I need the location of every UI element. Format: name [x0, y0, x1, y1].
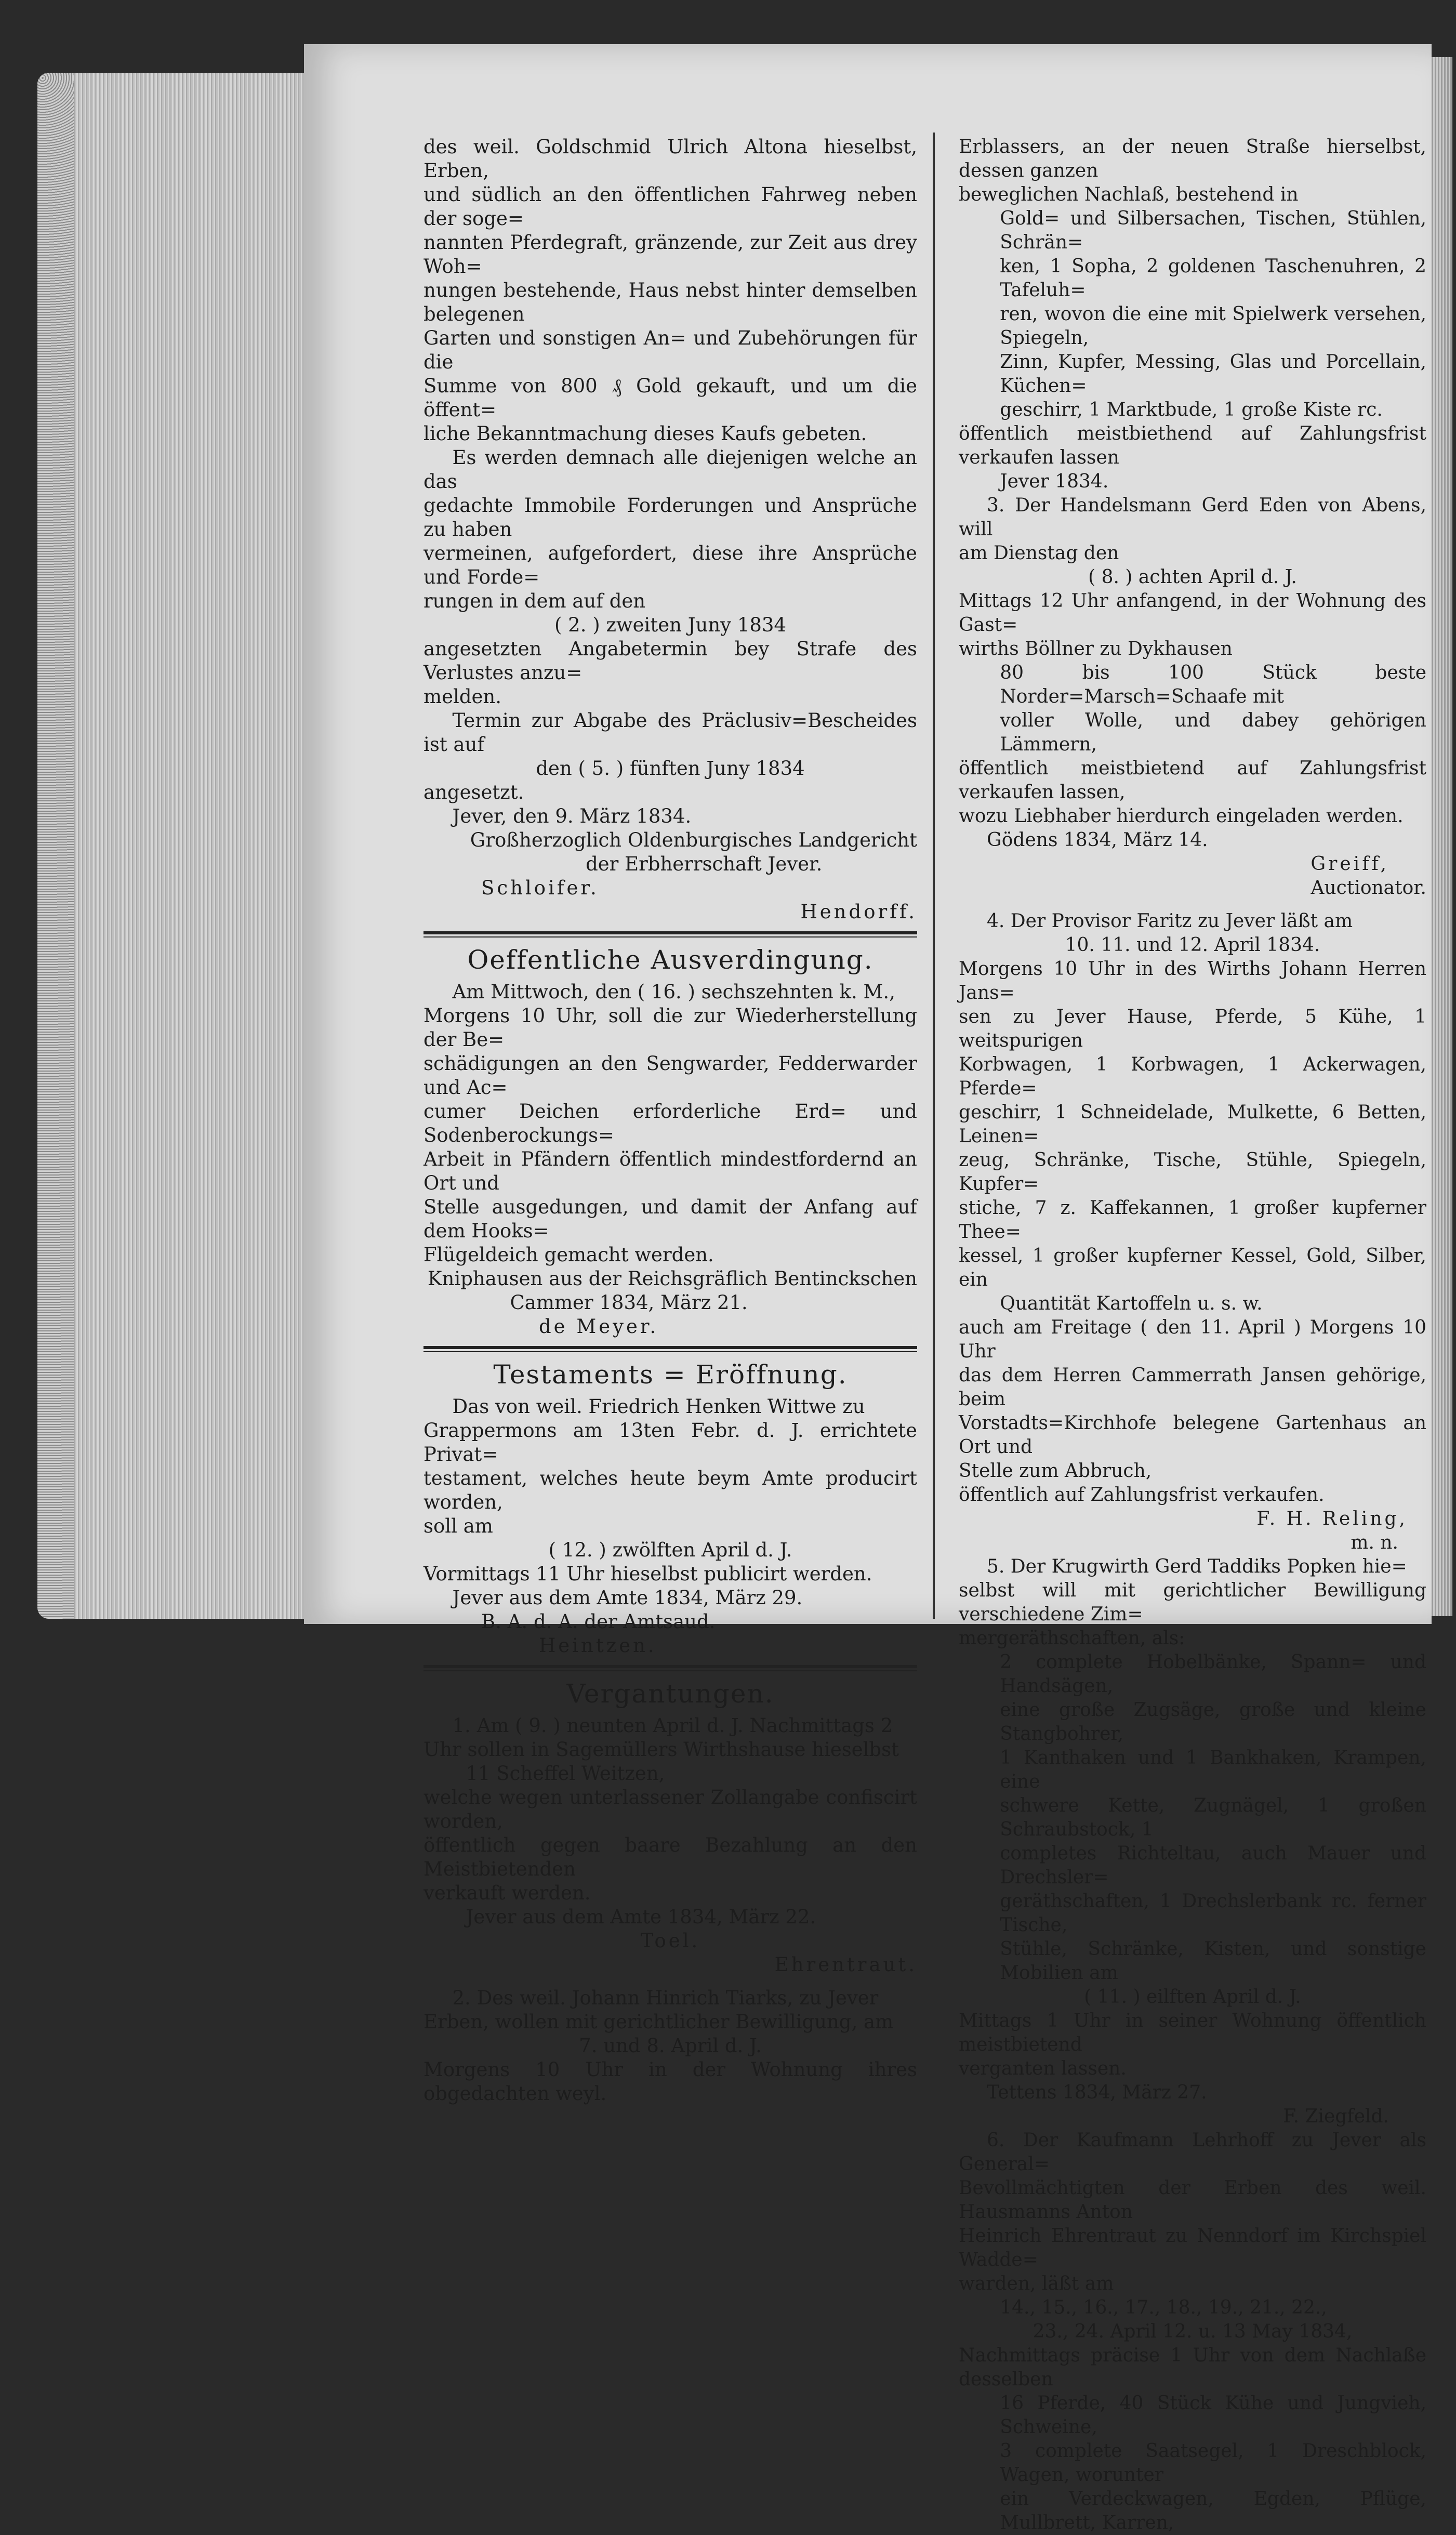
text-line: Quantität Kartoffeln u. s. w. [1000, 1293, 1263, 1314]
date-line: ( 12. ) zwölften April d. J. [548, 1539, 792, 1561]
section-rule [423, 1346, 917, 1352]
book-right-edge [1432, 57, 1452, 1616]
place-date: Jever aus dem Amte 1834, März 22. [466, 1906, 816, 1928]
text-line: stiche, 7 z. Kaffekannen, 1 großer kupferner Thee= [959, 1197, 1426, 1243]
date-line: 7. und 8. April d. J. [579, 2035, 762, 2057]
text-line: Uhr sollen in Sagemüllers Wirthshause hieselbst [423, 1738, 899, 1761]
text-line: Erblassers, an der neuen Straße hierselbst, dessen ganzen [959, 136, 1426, 181]
text-line: beweglichen Nachlaß, bestehend in [959, 184, 1299, 205]
text-line: wirths Böllner zu Dykhausen [959, 638, 1233, 659]
goods-line: eine große Zugsäge, große und kleine Stangbohrer, [1000, 1699, 1426, 1745]
text-line: verganten lassen. [959, 2058, 1127, 2079]
text-line: 1. Am ( 9. ) neunten April d. J. Nachmittags 2 [452, 1714, 893, 1737]
spacer [423, 1977, 917, 1986]
text-line: melden. [423, 685, 501, 708]
signature-role: Auctionator. [1311, 877, 1426, 899]
text-line: selbst will mit gerichtlicher Bewilligung verschiedene Zim= [959, 1580, 1426, 1625]
text-line: gedachte Immobile Forderungen und Ansprüche zu haben [423, 494, 917, 540]
text-line: soll am [423, 1515, 493, 1537]
date-line: 10. 11. und 12. April 1834. [1065, 934, 1320, 956]
text-line: 6. Der Kaufmann Lehrhoff zu Jever als General= [959, 2130, 1426, 2175]
text-line: nungen bestehende, Haus nebst hinter demselben belegenen [423, 279, 917, 325]
goods-line: 2 complete Hobelbänke, Spann= und Handsägen, [1000, 1652, 1426, 1697]
date-line: 14., 15., 16., 17., 18., 19., 21., 22., [1000, 2297, 1327, 2318]
text-line: Es werden demnach alle diejenigen welche an das [423, 446, 917, 493]
text-line: warden, läßt am [959, 2273, 1114, 2294]
spacer [959, 900, 1426, 909]
text-line: 3. Der Handelsmann Gerd Eden von Abens, will [959, 495, 1426, 540]
text-line: Das von weil. Friedrich Henken Wittwe zu [452, 1395, 865, 1418]
text-line: 4. Der Provisor Faritz zu Jever läßt am [987, 910, 1353, 932]
text-line: Morgens 10 Uhr in der Wohnung ihres obgedachten weyl. [423, 2058, 917, 2105]
signature-role: m. n. [1351, 1532, 1398, 1553]
text-line: Flügeldeich gemacht werden. [423, 1244, 714, 1266]
place-date: Jever, den 9. März 1834. [452, 805, 692, 827]
text-line: testament, welches heute beym Amte producirt worden, [423, 1467, 917, 1513]
text-line: Summe von 800 ₰ Gold gekauft, und um die öffent= [423, 375, 917, 421]
text-line: 2. Des weil. Johann Hinrich Tiarks, zu Jever [452, 1987, 879, 2009]
text-line: Morgens 10 Uhr in des Wirths Johann Herren Jans= [959, 958, 1426, 1004]
text-line: 5. Der Krugwirth Gerd Taddiks Popken hie= [987, 1556, 1407, 1577]
text-line: vermeinen, aufgefordert, diese ihre Ansprüche und Forde= [423, 542, 917, 588]
text-line: Grappermons am 13ten Febr. d. J. errichtete Privat= [423, 1419, 917, 1465]
place-date: Kniphausen aus der Reichsgräflich Bentinckschen [427, 1268, 917, 1290]
book-page-edges [37, 73, 308, 1619]
text-line: schädigungen an den Sengwarder, Fedderwarder und Ac= [423, 1052, 917, 1099]
text-line: welche wegen unterlassener Zollangabe confiscirt worden, [423, 1786, 917, 1832]
text-line: liche Bekanntmachung dieses Kaufs gebeten. [423, 422, 867, 445]
goods-line: geschirr, 1 Marktbude, 1 große Kiste rc. [1000, 399, 1383, 420]
goods-line: Gold= und Silbersachen, Tischen, Stühlen, Schrän= [1000, 208, 1426, 253]
goods-line: 3 complete Saatsegel, 1 Dreschblock, Wagen, worunter [1000, 2440, 1426, 2486]
place-date: Jever 1834. [1000, 471, 1109, 492]
court-name: der Erbherrschaft Jever. [586, 853, 823, 875]
signature: Hendorff. [800, 901, 917, 923]
goods-line: geräthschaften, 1 Drechslerbank rc. ferner Tische, [1000, 1891, 1426, 1936]
text-line: geschirr, 1 Schneidelade, Mulkette, 6 Betten, Leinen= [959, 1102, 1426, 1147]
text-line: rungen in dem auf den [423, 590, 646, 612]
right-column [959, 135, 1426, 2535]
goods-line: Stühle, Schränke, Kisten, und sonstige Mobilien am [1000, 1938, 1426, 1984]
text-line: Am Mittwoch, den ( 16. ) sechszehnten k. M., [452, 981, 895, 1003]
text-line: Nachmittags präcise 1 Uhr von dem Nachlaße desselben [959, 2345, 1426, 2390]
text-line: kessel, 1 großer kupferner Kessel, Gold, Silber, ein [959, 1245, 1426, 1290]
signature: Ehrentraut. [774, 1953, 917, 1976]
text-line: Morgens 10 Uhr, soll die zur Wiederherstellung der Be= [423, 1005, 917, 1051]
intro-paragraph [423, 135, 917, 446]
goods-line: 80 bis 100 Stück beste Norder=Marsch=Schaafe mit [1000, 662, 1426, 707]
text-line: Heinrich Ehrentraut zu Nenndorf im Kirchspiel Wadde= [959, 2225, 1426, 2270]
text-line: Mittags 1 Uhr in seiner Wohnung öffentlich meistbietend [959, 2010, 1426, 2055]
signature: F. Ziegfeld. [1283, 2106, 1389, 2127]
text-line: Korbwagen, 1 Korbwagen, 1 Ackerwagen, Pferde= [959, 1054, 1426, 1099]
book-spine [37, 73, 74, 1619]
text-line: Erben, wollen mit gerichtlicher Bewilligung, am [423, 2011, 894, 2033]
text-line: cumer Deichen erforderliche Erd= und Sodenberockungs= [423, 1100, 917, 1146]
summons-paragraph [423, 446, 917, 613]
section-title: Vergantungen. [566, 1679, 774, 1709]
text-line: sen zu Jever Hause, Pferde, 5 Kühe, 1 weitspurigen [959, 1006, 1426, 1051]
signature: Heintzen. [539, 1634, 657, 1657]
date-line: ( 11. ) eilften April d. J. [1084, 1986, 1301, 2008]
text-line: Stelle zum Abbruch, [959, 1460, 1152, 1482]
column-divider [933, 133, 935, 1619]
date-line: 23., 24. April 12. u. 13 May 1834, [1033, 2321, 1353, 2342]
text-line: Garten und sonstigen An= und Zubehörungen für die [423, 327, 917, 373]
place-date: Tettens 1834, März 27. [987, 2082, 1207, 2103]
text-line: des weil. Goldschmid Ulrich Altona hieselbst, Erben, [423, 136, 917, 182]
text-line: zeug, Schränke, Tische, Stühle, Spiegeln, Kupfer= [959, 1150, 1426, 1195]
date-line: ( 8. ) achten April d. J. [1088, 566, 1297, 588]
goods-line: ken, 1 Sopha, 2 goldenen Taschenuhren, 2 Tafeluh= [1000, 256, 1426, 301]
text-line: nannten Pferdegraft, gränzende, zur Zeit aus drey Woh= [423, 231, 917, 278]
goods-line: ein Verdeckwagen, Egden, Pflüge, Mullbrett, Karren, [1000, 2488, 1426, 2533]
left-column [423, 135, 917, 2106]
goods-line: voller Wolle, und dabey gehörigen Lämmern, [1000, 710, 1426, 755]
goods-line: 11 Scheffel Weitzen, [466, 1762, 665, 1785]
text-line: öffentlich auf Zahlungsfrist verkaufen. [959, 1484, 1325, 1506]
goods-line: ren, wovon die eine mit Spielwerk versehen, Spiegeln, [1000, 303, 1426, 349]
section-rule [423, 1665, 917, 1671]
goods-line: Zinn, Kupfer, Messing, Glas und Porcellain, Küchen= [1000, 351, 1426, 397]
text-line: und südlich an den öffentlichen Fahrweg neben der soge= [423, 183, 917, 230]
goods-line: schwere Kette, Zugnägel, 1 großen Schraubstock, 1 [1000, 1795, 1426, 1840]
section-title: Testaments = Eröffnung. [493, 1359, 848, 1390]
place-date: Cammer 1834, März 21. [510, 1291, 748, 1314]
goods-line: 16 Pferde, 40 Stück Kühe und Jungvieh, Schweine, [1000, 2393, 1426, 2438]
text-line: öffentlich gegen baare Bezahlung an den Meistbietenden [423, 1834, 917, 1880]
text-line: das dem Herren Cammerrath Jansen gehörige, beim [959, 1365, 1426, 1410]
text-line: öffentlich meistbietend auf Zahlungsfrist verkaufen lassen, [959, 758, 1426, 803]
text-line: Termin zur Abgabe des Präclusiv=Bescheides ist auf [423, 709, 917, 756]
text-line: am Dienstag den [959, 543, 1119, 564]
text-line: angesetzt. [423, 781, 524, 803]
date-line: den ( 5. ) fünften Juny 1834 [536, 757, 805, 780]
text-line: Vorstadts=Kirchhofe belegene Gartenhaus an Ort und [959, 1412, 1426, 1458]
signature: Schloifer. [481, 877, 599, 899]
office-name: B. A. d. A. der Amtsaud. [481, 1610, 716, 1633]
text-line: angesetzten Angabetermin bey Strafe des Verlustes anzu= [423, 638, 917, 684]
signature: de Meyer. [539, 1315, 659, 1338]
text-line: Mittags 12 Uhr anfangend, in der Wohnung des Gast= [959, 590, 1426, 636]
place-date: Jever aus dem Amte 1834, März 29. [452, 1587, 803, 1609]
date-line: ( 2. ) zweiten Juny 1834 [554, 614, 787, 636]
goods-line: completes Richteltau, auch Mauer und Drechsler= [1000, 1843, 1426, 1888]
goods-line: 1 Kanthaken und 1 Bankhaken, Krampen, eine [1000, 1747, 1426, 1792]
signature: F. H. Reling, [1256, 1508, 1408, 1529]
text-line: wozu Liebhaber hierdurch eingeladen werden. [959, 806, 1404, 827]
text-line: Stelle ausgedungen, und damit der Anfang auf dem Hooks= [423, 1196, 917, 1242]
section-title: Oeffentliche Ausverdingung. [467, 945, 873, 975]
text-line: auch am Freitage ( den 11. April ) Morgens 10 Uhr [959, 1317, 1426, 1362]
signature: Greiff, [1311, 853, 1389, 875]
section-rule [423, 931, 917, 938]
signature: Toel. [640, 1930, 700, 1952]
text-line: mergeräthschaften, als: [959, 1628, 1185, 1649]
place-date: Gödens 1834, März 14. [987, 829, 1208, 851]
text-line: öffentlich meistbiethend auf Zahlungsfrist verkaufen lassen [959, 423, 1426, 468]
text-line: Arbeit in Pfändern öffentlich mindestfordernd an Ort und [423, 1148, 917, 1194]
court-name: Großherzoglich Oldenburgisches Landgericht [470, 829, 917, 851]
text-line: Bevollmächtigten der Erben des weil. Hausmanns Anton [959, 2177, 1426, 2223]
text-line: verkauft werden. [423, 1882, 591, 1904]
text-line: Vormittags 11 Uhr hieselbst publicirt werden. [423, 1563, 872, 1585]
